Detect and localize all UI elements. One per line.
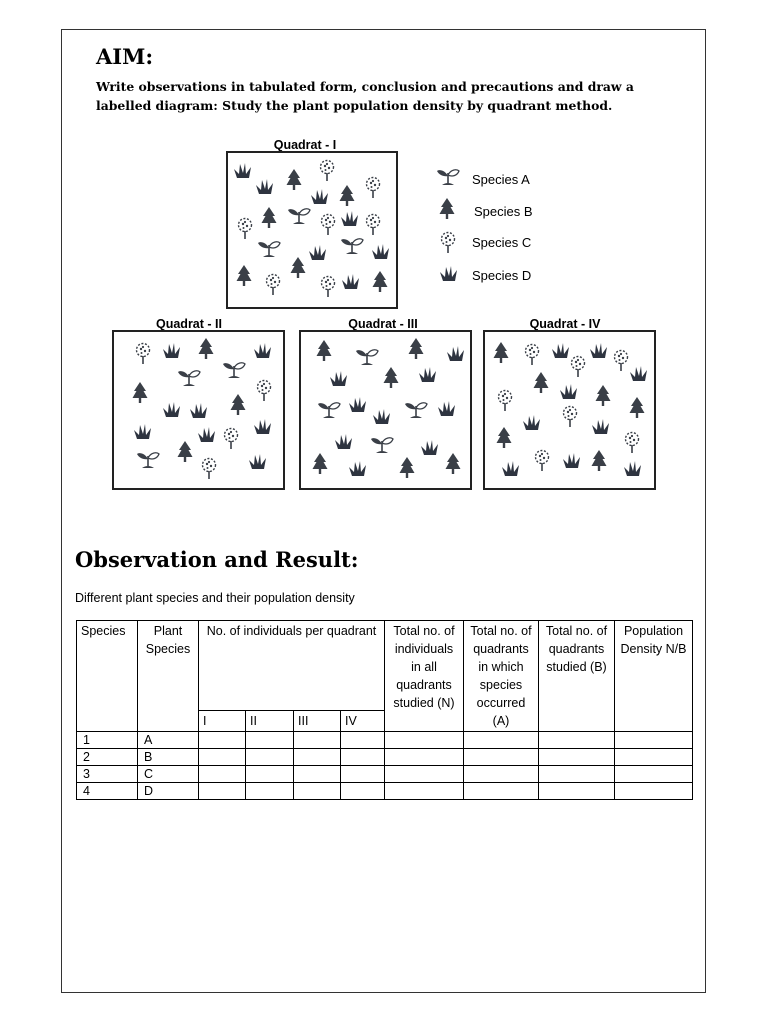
species-c-icon [322,215,335,236]
row-species: A [138,732,199,749]
legend-species-c: Species C [472,235,532,250]
species-d-icon [523,415,540,430]
species-a-icon [318,403,340,418]
species-c-icon [321,161,334,182]
species-d-icon [249,454,266,469]
species-a-icon [405,403,427,418]
species-d-icon [163,402,180,417]
species-b-icon [237,265,252,286]
species-b-icon [446,453,461,474]
species-d-icon [134,424,151,439]
species-c-icon [239,219,252,240]
observation-table [76,620,693,800]
quadrat-1-plants [234,161,389,298]
cell-blank[interactable] [539,783,615,800]
row-number: 2 [77,749,138,766]
species-d-icon [630,366,647,381]
species-c-icon [225,429,238,450]
row-species: B [138,749,199,766]
header-population-density: Population Density N/B [615,621,693,732]
cell-blank[interactable] [385,766,464,783]
species-a-icon [437,170,459,185]
aim-text: Write observations in tabulated form, conclusion and precautions and draw a labelled diagram: Study the plant population density by quadrant method. [96,79,634,113]
cell-blank[interactable] [464,783,539,800]
species-a-icon [258,242,280,257]
quadrat-2-label: Quadrat - II [156,317,222,331]
species-b-icon [373,271,388,292]
species-c-icon [526,345,539,366]
cell-blank[interactable] [246,766,294,783]
observation-heading: Observation and Result: [75,547,359,572]
cell-blank[interactable] [385,732,464,749]
species-b-icon [291,257,306,278]
header-quadrant-1: I [199,711,246,732]
cell-blank[interactable] [341,783,385,800]
species-d-icon [309,245,326,260]
species-b-icon [178,441,193,462]
cell-blank[interactable] [294,749,341,766]
cell-blank[interactable] [341,766,385,783]
species-d-icon [552,343,569,358]
species-d-icon [342,274,359,289]
quadrat-3-plants [313,338,465,478]
quadrat-3-label: Quadrat - III [348,317,418,331]
species-c-icon [137,344,150,365]
legend-species-b: Species B [474,204,533,219]
cell-blank[interactable] [199,749,246,766]
species-b-icon [313,453,328,474]
species-b-icon [340,185,355,206]
species-c-icon [626,433,639,454]
header-quadrant-3: III [294,711,341,732]
species-d-icon [234,163,251,178]
species-b-icon [409,338,424,359]
species-d-icon [198,427,215,442]
header-quadrant-4: IV [341,711,385,732]
species-c-icon [442,233,455,254]
species-d-icon [421,440,438,455]
species-a-icon [137,453,159,468]
cell-blank[interactable] [615,732,693,749]
cell-blank[interactable] [615,766,693,783]
cell-blank[interactable] [294,783,341,800]
row-number: 1 [77,732,138,749]
table-row [77,766,693,783]
species-c-icon [572,357,585,378]
species-b-icon [317,340,332,361]
species-d-icon [372,244,389,259]
quadrat-4-plants [494,342,648,476]
quadrat-2-plants [133,338,272,479]
cell-blank[interactable] [464,732,539,749]
species-b-icon [497,427,512,448]
cell-blank[interactable] [464,766,539,783]
row-number: 4 [77,783,138,800]
cell-blank[interactable] [199,766,246,783]
species-d-icon [592,419,609,434]
species-d-icon [254,419,271,434]
cell-blank[interactable] [199,783,246,800]
species-d-icon [590,343,607,358]
header-species: Species [77,621,138,732]
table-row [77,732,693,749]
species-c-icon [322,277,335,298]
species-d-icon [373,409,390,424]
species-c-icon [203,459,216,480]
species-c-icon [615,351,628,372]
species-d-icon [254,343,271,358]
quadrat-1-label: Quadrat - I [273,138,337,152]
species-b-icon [494,342,509,363]
species-c-icon [499,391,512,412]
species-b-icon [630,397,645,418]
species-a-icon [223,363,245,378]
species-d-icon [341,211,358,226]
species-d-icon [419,367,436,382]
table-row [77,783,693,800]
legend-species-d: Species D [472,268,532,283]
species-d-icon [349,397,366,412]
species-d-icon [502,461,519,476]
species-b-icon [384,367,399,388]
cell-blank[interactable] [341,749,385,766]
legend-species-a: Species A [472,172,530,187]
species-d-icon [560,384,577,399]
header-quadrants-occurred: Total no. of quadrants in which species occurred (A) [464,621,539,732]
species-d-icon [563,453,580,468]
species-b-icon [287,169,302,190]
species-d-icon [256,179,273,194]
species-d-icon [624,461,641,476]
species-a-icon [288,209,310,224]
cell-blank[interactable] [539,749,615,766]
species-b-icon [199,338,214,359]
species-a-icon [356,350,378,365]
cell-blank[interactable] [246,749,294,766]
cell-blank[interactable] [464,749,539,766]
quadrat-4-label: Quadrat - IV [529,317,601,331]
cell-blank[interactable] [539,766,615,783]
table-row [77,749,693,766]
species-d-icon [311,189,328,204]
cell-blank[interactable] [246,783,294,800]
cell-blank[interactable] [615,749,693,766]
species-c-icon [267,275,280,296]
species-b-icon [534,372,549,393]
header-total-individuals: Total no. of individuals in all quadrants studied (N) [385,621,464,732]
species-b-icon [592,450,607,471]
species-d-icon [440,266,457,281]
row-number: 3 [77,766,138,783]
aim-heading: AIM: [96,44,154,69]
species-d-icon [349,461,366,476]
cell-blank[interactable] [341,732,385,749]
row-species: D [138,783,199,800]
header-quadrants-studied: Total no. of quadrants studied (B) [539,621,615,732]
species-b-icon [262,207,277,228]
cell-blank[interactable] [294,732,341,749]
species-a-icon [371,438,393,453]
species-d-icon [190,403,207,418]
row-species: C [138,766,199,783]
cell-blank[interactable] [199,732,246,749]
cell-blank[interactable] [294,766,341,783]
species-b-icon [231,394,246,415]
species-b-icon [596,385,611,406]
species-c-icon [536,451,549,472]
header-individuals-per-quadrant: No. of individuals per quadrant [199,621,385,711]
cell-blank[interactable] [246,732,294,749]
cell-blank[interactable] [615,783,693,800]
cell-blank[interactable] [539,732,615,749]
species-c-icon [367,215,380,236]
species-d-icon [330,371,347,386]
species-legend [437,170,533,283]
cell-blank[interactable] [385,749,464,766]
species-d-icon [447,346,464,361]
species-b-icon [133,382,148,403]
species-d-icon [163,343,180,358]
species-b-icon [400,457,415,478]
cell-blank[interactable] [385,783,464,800]
species-c-icon [367,178,380,199]
header-quadrant-2: II [246,711,294,732]
header-plant-species: Plant Species [138,621,199,732]
species-c-icon [564,407,577,428]
species-a-icon [178,371,200,386]
species-d-icon [438,401,455,416]
observation-subtitle: Different plant species and their population density [75,591,355,605]
species-a-icon [341,239,363,254]
species-c-icon [258,381,271,402]
quadrat-1-frame [227,152,397,308]
species-d-icon [335,434,352,449]
species-b-icon [440,198,455,219]
